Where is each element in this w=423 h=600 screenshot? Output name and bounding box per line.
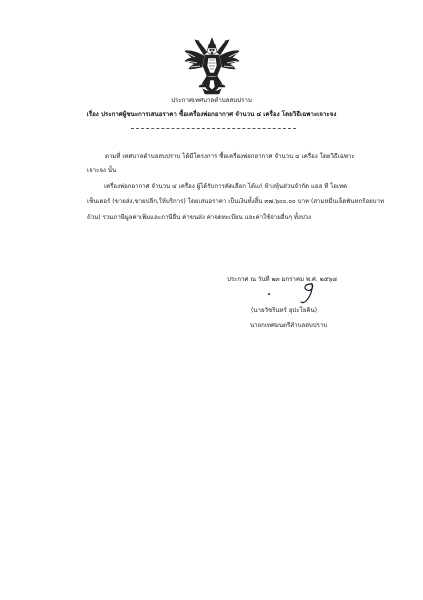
- paragraph-2-line-2: เซ็นเตอร์ (ขายส่ง,ขายปลีก,ให้บริการ) โดยเสนอราคา เป็นเงินทั้งสิ้น ๓๗,๖๐๐.๐๐ บาท (สามหมื่นเจ็ดพันหกร้อยบาท: [87, 198, 384, 205]
- signature-dot: [268, 293, 270, 295]
- divider: [131, 128, 296, 129]
- announcement-subject: เรื่อง ประกาศผู้ชนะการเสนอราคา ซื้อเครื่องพ่อกอากาศ จำนวน ๔ เครื่อง โดยวิธีเฉพาะเจาะจง: [86, 111, 337, 118]
- handwritten-signature-icon: [295, 281, 321, 305]
- signer-name: (นายวัชรินทร์ อุปะโยคิน): [251, 307, 318, 314]
- issuer-title: ประกาศเทศบาลตำบลสบปราบ: [171, 97, 252, 104]
- signer-position: นายกเทศมนตรีตำบลสบปราบ: [250, 322, 328, 329]
- paragraph-2-line-1: เครื่องพ่อกอากาศ จำนวน ๔ เครื่อง ผู้ได้รับการคัดเลือก ได้แก่ ห้างหุ้นส่วนจำกัด แอล ที ไอเทค: [104, 183, 348, 190]
- garuda-emblem-icon: [183, 36, 241, 96]
- paragraph-1-line-1: ตามที่ เทศบาลตำบลสบปราบ ได้มีโครงการ ซื้อเครื่องพ่อกอากาศ จำนวน ๔ เครื่อง โดยวิธีเฉพาะ: [105, 153, 355, 160]
- paragraph-1-line-2: เจาะจง นั้น: [87, 167, 117, 174]
- paragraph-2-line-3: ถ้วน) รวมภาษีมูลค่าเพิ่มและภาษีอื่น ค่าขนส่ง ค่าจดทะเบียน และค่าใช้จ่ายอื่นๆ ทั้งปวง: [87, 214, 312, 221]
- announcement-date: ประกาศ ณ วันที่ ๒๓ มกราคม พ.ศ. ๒๕๖๘: [227, 276, 337, 283]
